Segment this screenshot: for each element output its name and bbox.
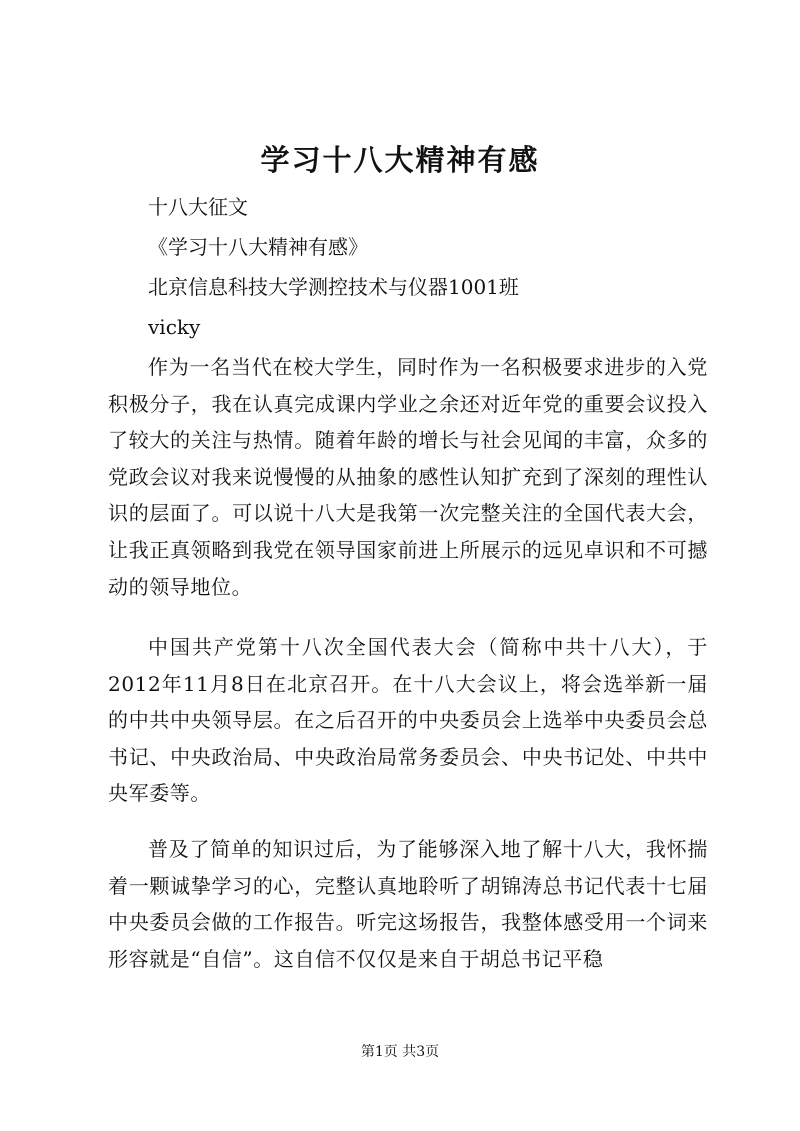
essay-title-line: 《学习十八大精神有感》 [148, 235, 368, 259]
paragraph-2: 中国共产党第十八次全国代表大会（简称中共十八大），于2012年11月8日在北京召开。在十八大会议上，将会选举新一届的中共中央领导层。在之后召开的中央委员会上选举中央委员会总书记、中央政治局、中央政治局常务委员会、中央书记处、中共中央军委等。 [108, 635, 708, 806]
author-affiliation: 北京信息科技大学测控技术与仪器1001班 [148, 275, 519, 299]
author-name: vicky [148, 315, 201, 339]
essay-category: 十八大征文 [148, 195, 248, 219]
paragraph-1: 作为一名当代在校大学生，同时作为一名积极要求进步的入党积极分子，我在认真完成课内学业之余还对近年党的重要会议投入了较大的关注与热情。随着年龄的增长与社会见闻的丰富，众多的党政会议对我来说慢慢的从抽象的感性认知扩充到了深刻的理性认识的层面了。可以说十八大是我第一次完整关注的全国代表大会，让我正真领略到我党在领导国家前进上所展示的远见卓识和不可撼动的领导地位。 [108, 355, 708, 599]
page-footer: 第1页 共3页 [360, 1044, 440, 1060]
document-title: 学习十八大精神有感 [260, 143, 540, 177]
paragraph-3: 普及了简单的知识过后，为了能够深入地了解十八大，我怀揣着一颗诚挚学习的心，完整认真地聆听了胡锦涛总书记代表十七届中央委员会做的工作报告。听完这场报告，我整体感受用一个词来形容就是“自信”。这自信不仅仅是来自于胡总书记平稳 [108, 837, 708, 971]
